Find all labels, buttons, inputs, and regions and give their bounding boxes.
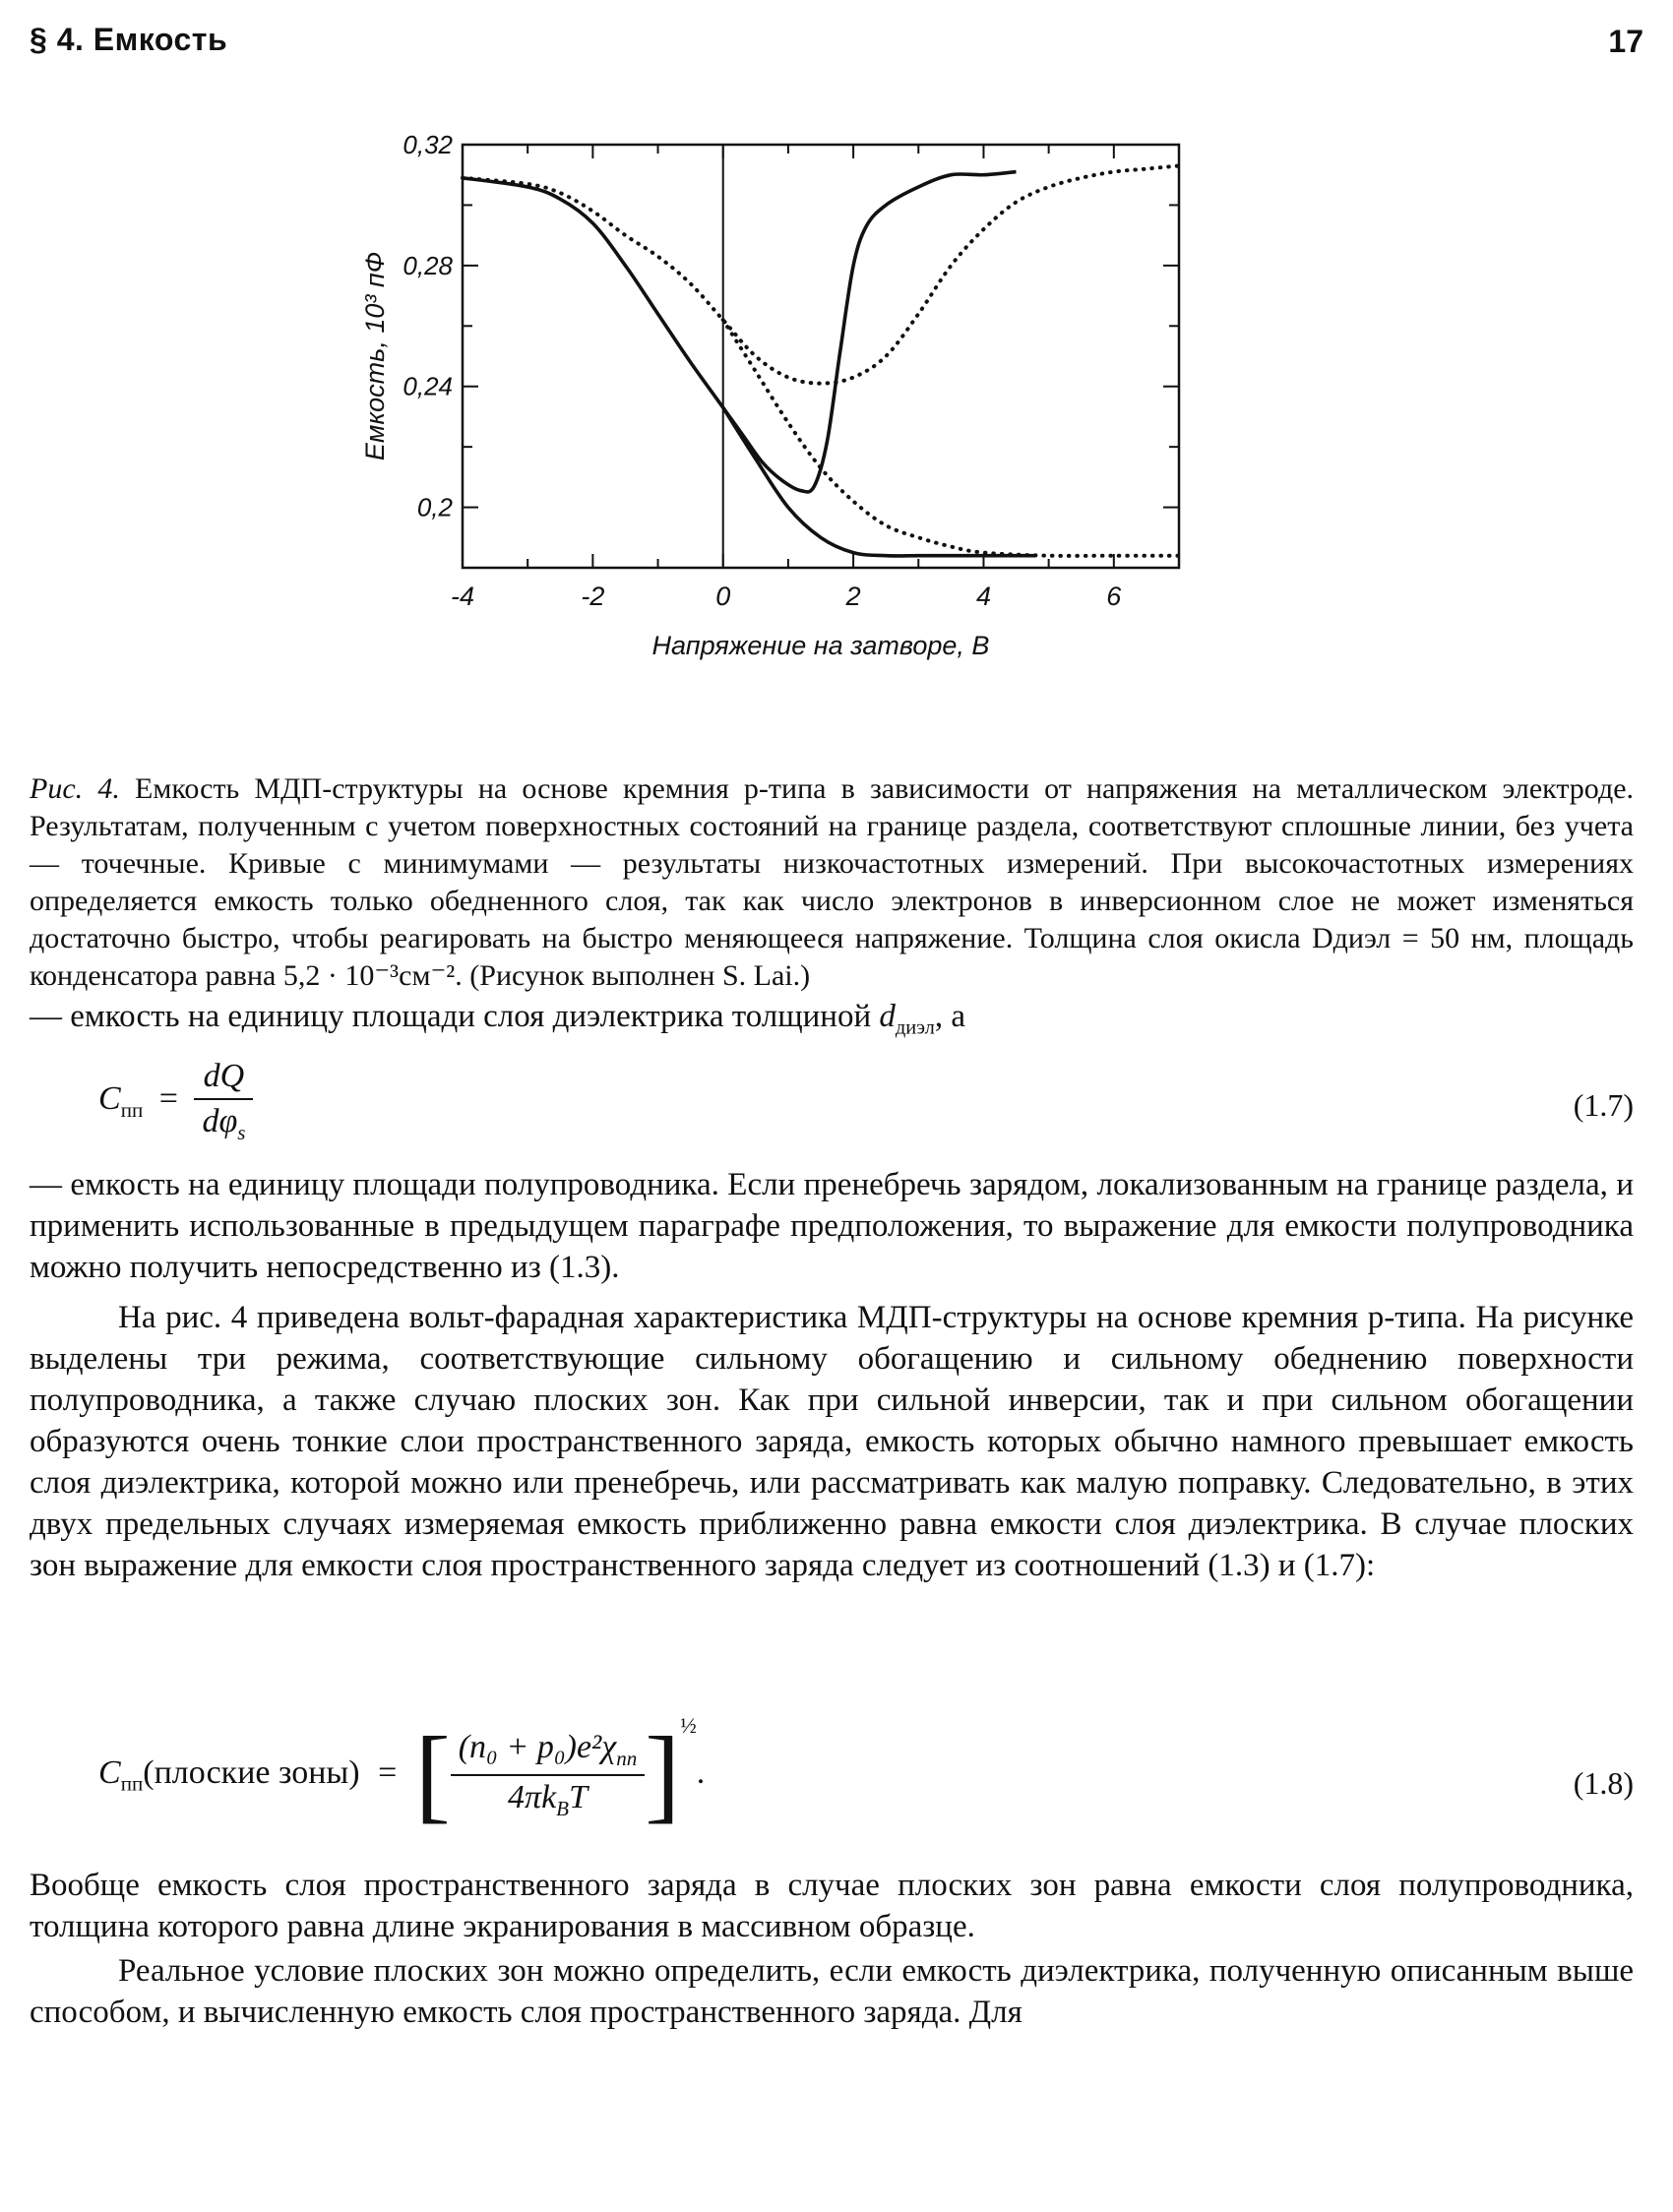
paragraph-1: — емкость на единицу площади полупроводника. Если пренебречь зарядом, локализованным на границе раздела, и применить использованные в предыдущем параграфе предположения, то выражение для емкости полупроводника можно получить непосредственно из (1.3). [30, 1167, 1634, 1285]
caption-label: Рис. 4. [30, 772, 120, 805]
page-header [30, 22, 1643, 71]
fraction-numerator [451, 1729, 646, 1776]
equation-number: (1.7) [1573, 1087, 1634, 1123]
num-main: (n₀ + p₀)e²χ [458, 1729, 617, 1766]
caption-text: Емкость МДП-структуры на основе кремния p-типа в зависимости от напряжения на металлическом электроде. Результатам, полученным с учетом поверхностных состояний на границе раздела, соответствуют сплошные линии, без учета — точечные. Кривые с минимумами — результаты низкочастотных измерений. При высокочастотных измерениях определяется емкость только обедненного слоя, так как число электронов в инверсионном слое не может изменяться достаточно быстро, чтобы реагировать на быстро меняющееся напряжение. Толщина слоя окисла Dдиэл = 50 нм, площадь конденсатора равна 5,2 · 10⁻³см⁻². (Рисунок выполнен S. Lai.) [30, 772, 1635, 992]
equation-number: (1.8) [1573, 1765, 1634, 1801]
x-tick-label: 0 [715, 582, 731, 611]
formula-1-7 [98, 1058, 1634, 1152]
x-tick-label: -2 [581, 582, 605, 611]
right-bracket: ] [645, 1716, 681, 1833]
den-main: 4πk [508, 1779, 557, 1815]
y-tick-label: 0,32 [403, 130, 453, 159]
fraction-numerator: dQ [194, 1058, 253, 1100]
equals-sign: = [378, 1753, 398, 1791]
x-tick-label: 6 [1106, 582, 1122, 611]
x-tick-label: 4 [975, 582, 991, 611]
subscript: диэл [895, 1016, 935, 1039]
den-sub: B [556, 1796, 570, 1820]
x-tick-label: 2 [845, 582, 861, 611]
den-main: dφ [202, 1103, 238, 1139]
text-line-dielectric [30, 996, 1634, 1049]
x-axis-label: Напряжение на затворе, В [651, 631, 990, 660]
fraction [451, 1729, 646, 1821]
left-bracket: [ [414, 1716, 451, 1833]
x-tick-label: -4 [450, 582, 475, 611]
paragraph-3: Вообще емкость слоя пространственного заряда в случае плоских зон равна емкости слоя полупроводника, толщина которого равна длине экранирования в массивном образце. [30, 1868, 1634, 1944]
y-tick-label: 0,28 [403, 250, 453, 280]
dotted-curve-4 [723, 320, 1179, 556]
formula-1-8 [98, 1713, 1634, 1850]
equals-sign: = [158, 1080, 178, 1118]
den-sub: s [237, 1120, 246, 1144]
power-half: ½ [680, 1713, 697, 1739]
var-d: d [879, 999, 896, 1034]
dotted-curve-3 [463, 166, 1179, 384]
solid-curve-2 [723, 407, 1036, 556]
plot-frame [463, 145, 1179, 568]
figure-caption [30, 770, 1634, 995]
figure-4 [335, 123, 1279, 753]
text-fragment: , а [934, 999, 965, 1034]
period: . [696, 1753, 706, 1791]
y-axis-label: Емкость, 10³ пФ [360, 251, 390, 461]
formula-lhs: C [98, 1753, 121, 1791]
cv-chart [335, 123, 1279, 753]
num-sub: пп [616, 1747, 638, 1770]
page-number: 17 [1608, 24, 1643, 59]
fraction-denominator [451, 1776, 646, 1821]
paragraph-4: Реальное условие плоских зон можно определить, если емкость диэлектрика, полученную описанным выше способом, и вычисленную емкость слоя пространственного заряда. Для [30, 1953, 1634, 2030]
formula-lhs-sub: пп [120, 1771, 144, 1796]
y-tick-label: 0,2 [416, 492, 453, 522]
paragraph-2: На рис. 4 приведена вольт-фарадная характеристика МДП-структуры на основе кремния p-типа. На рисунке выделены три режима, соответствующие сильному обогащению и сильному обеднению поверхности полупроводника, а также случаю плоских зон. Как при сильной инверсии, так и при сильном обогащении образуются очень тонкие слои пространственного заряда, емкость которых обычно намного превышает емкость слоя диэлектрика, которой можно или пренебречь, или рассматривать как малую поправку. Следовательно, в этих двух предельных случаях измеряемая емкость приближенно равна емкости слоя диэлектрика. В случае плоских зон выражение для емкости слоя пространственного заряда следует из соотношений (1.3) и (1.7): [30, 1300, 1634, 1583]
formula-lhs-paren: (плоские зоны) [143, 1753, 360, 1791]
y-tick-label: 0,24 [403, 371, 453, 401]
section-title: § 4. Емкость [30, 22, 228, 57]
formula-lhs-sub: пп [120, 1098, 144, 1122]
text-fragment: — емкость на единицу площади слоя диэлектрика толщиной [30, 999, 880, 1034]
fraction [194, 1058, 253, 1145]
formula-lhs: C [98, 1080, 121, 1118]
solid-curve-1 [463, 172, 1017, 492]
fraction-denominator [194, 1100, 253, 1145]
den-tail: T [569, 1779, 588, 1815]
